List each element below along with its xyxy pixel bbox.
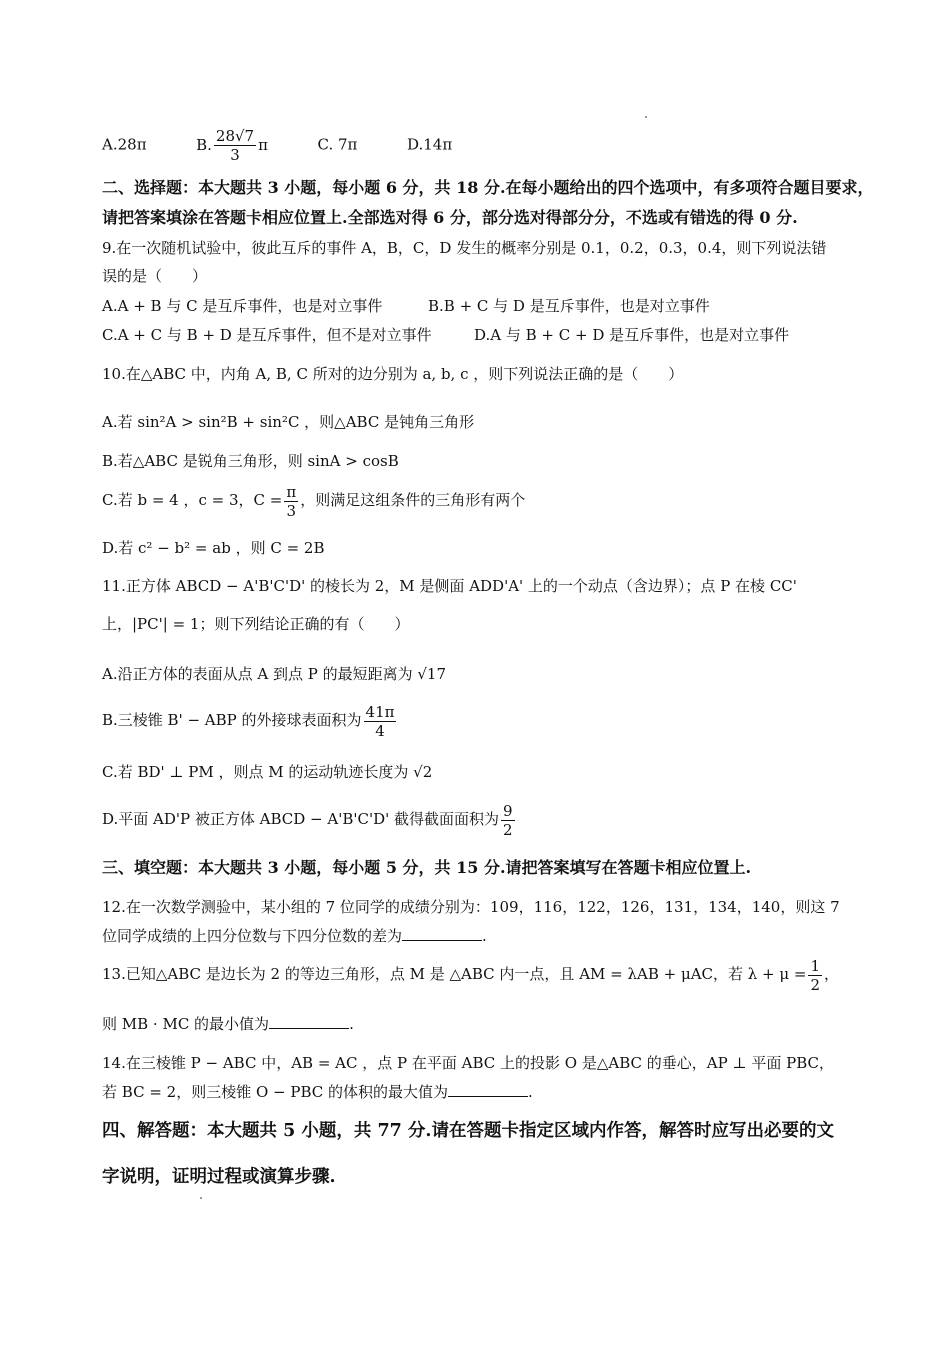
q11-option-b: B.三棱锥 B' − ABP 的外接球表面积为 $\frac{41\pi}{4}$ [102, 702, 395, 740]
q13-answer-blank[interactable] [269, 1014, 349, 1029]
q12-stem-line2: 位同学成绩的上四分位数与下四分位数的差为 . [102, 927, 487, 945]
q11-stem-line2: 上，|PC'| = 1；则下列结论正确的有（ ） [102, 615, 410, 633]
q11-stem-line1: 11.正方体 ABCD − A'B'C'D' 的棱长为 2，M 是侧面 ADD'A' 上的一个动点（含边界）；点 P 在棱 CC' [102, 577, 797, 595]
q9-option-b: B.B + C 与 D 是互斥事件，也是对立事件 [428, 297, 710, 315]
q11-option-c: C.若 BD' ⊥ PM ，则点 M 的运动轨迹长度为 √2 [102, 763, 433, 781]
q8-option-a: A.28π [102, 135, 147, 154]
q10-option-a: A.若 sin²A > sin²B + sin²C ，则△ABC 是钝角三角形 [102, 413, 475, 431]
q9-option-d: D.A 与 B + C + D 是互斥事件，也是对立事件 [474, 326, 790, 344]
q12-answer-blank[interactable] [402, 926, 482, 941]
q8-option-d: D.14π [406, 135, 453, 154]
q10-option-c-fraction: $\frac{\pi}{3}$ [286, 482, 297, 520]
q12-stem-line1: 12.在一次数学测验中，某小组的 7 位同学的成绩分别为：109，116，122，126，131，134，140，则这 7 [102, 898, 840, 916]
q9-stem-line1: 9.在一次随机试验中，彼此互斥的事件 A，B，C，D 发生的概率分别是 0.1，0.2，0.3，0.4，则下列说法错 [102, 239, 827, 257]
q13-fraction: $\frac{1}{2}$ [810, 956, 821, 994]
q13-stem-line2: 则 MB · MC 的最小值为 . [102, 1015, 354, 1033]
q13-stem-line1: 13.已知△ABC 是边长为 2 的等边三角形，点 M 是 △ABC 内一点，且 AM = λAB + μAC，若 λ + μ = $\frac{1}{2}$ ， [102, 956, 840, 994]
q14-stem-line2: 若 BC = 2，则三棱锥 O − PBC 的体积的最大值为 . [102, 1083, 533, 1101]
section2-heading-line2: 请把答案填涂在答题卡相应位置上.全部选对得 6 分，部分选对得部分分，不选或有错选的得 0 分. [102, 208, 798, 227]
q8-option-b: B. $\frac{28√7}{3}$ π [196, 127, 268, 164]
section2-heading-line1: 二、选择题：本大题共 3 小题，每小题 6 分，共 18 分.在每小题给出的四个选项中，有多项符合题目要求， [102, 178, 874, 197]
q10-option-d: D.若 c² − b² = ab ，则 C = 2B [102, 539, 325, 557]
q14-answer-blank[interactable] [448, 1082, 528, 1097]
q11-option-b-fraction: $\frac{41\pi}{4}$ [365, 702, 395, 740]
q8-options [102, 127, 452, 164]
q11-option-a: A.沿正方体的表面从点 A 到点 P 的最短距离为 √17 [102, 665, 447, 683]
q10-stem: 10.在△ABC 中，内角 A, B, C 所对的边分别为 a, b, c ，则下列说法正确的是（ ） [102, 365, 684, 383]
q10-option-b: B.若△ABC 是锐角三角形，则 sinA > cosB [102, 452, 399, 470]
q9-option-c: C.A + C 与 B + D 是互斥事件，但不是对立事件 [102, 326, 432, 344]
speck [645, 116, 647, 118]
q10-option-c: C.若 b = 4 ，c = 3，C = $\frac{\pi}{3}$ ，则满足这组条件的三角形有两个 [102, 482, 526, 520]
q9-stem-line2: 误的是（ ） [102, 267, 208, 285]
q8-option-c: C. 7π [317, 135, 358, 154]
q11-option-d: D.平面 AD'P 被正方体 ABCD − A'B'C'D' 截得截面面积为 $\frac{9}{2}$ [102, 801, 513, 839]
speck [200, 1197, 202, 1199]
q9-option-a: A.A + B 与 C 是互斥事件，也是对立事件 [102, 297, 383, 315]
section3-heading: 三、填空题：本大题共 3 小题，每小题 5 分，共 15 分.请把答案填写在答题卡相应位置上. [102, 858, 752, 877]
q11-option-d-fraction: $\frac{9}{2}$ [503, 801, 513, 839]
section4-heading-line1: 四、解答题：本大题共 5 小题，共 77 分.请在答题卡指定区域内作答，解答时应写出必要的文 [102, 1121, 834, 1141]
q14-stem-line1: 14.在三棱锥 P − ABC 中，AB = AC ，点 P 在平面 ABC 上的投影 O 是△ABC 的垂心，AP ⊥ 平面 PBC， [102, 1054, 834, 1072]
section4-heading-line2: 字说明，证明过程或演算步骤. [102, 1167, 336, 1187]
q8-option-b-fraction: $\frac{28√7}{3}$ [215, 127, 255, 164]
